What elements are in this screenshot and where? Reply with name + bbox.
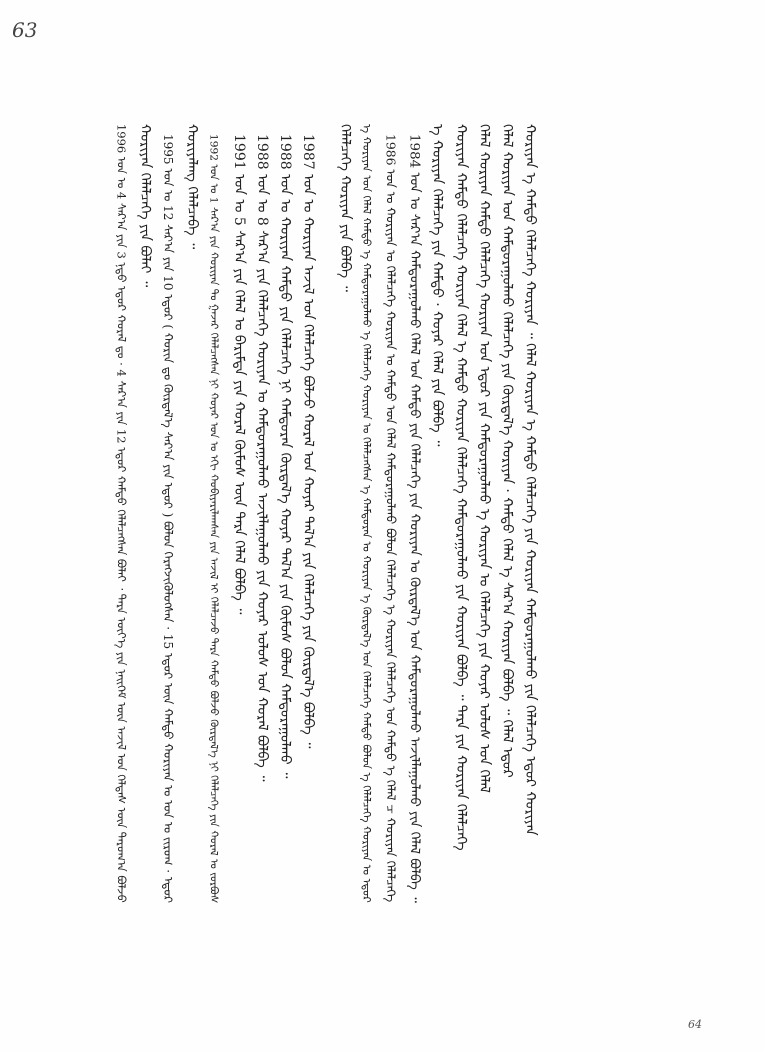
text-line: ᠬᠣᠷᠢᠶᠠᠨ ᠬᠠᠮᠲᠤ ᠬᠡᠯᠡᠯᠴᠡᠭᠡ ᠬᠣᠷᠢᠶᠠᠨ ᠬᠡᠯᠡᠯ ᠡ ᠬᠠᠮᠲᠤ ᠬᠣᠷᠢᠶᠠᠨ ᠬᠡᠯᠡᠯᠴᠡᠭᠡ ᠬᠠᠮᠲᠤᠷᠠᠭᠤᠯᠬᠤ ᠶᠢᠨ ᠬᠣᠷᠢᠶᠠᠨ ᠪᠣᠯᠪᠠ ᠃ ᠲᠡᠷᠡ ᠶᠢᠨ ᠬᠣᠷᠢᠶᠠᠨ ᠬᠡᠯᠡᠯᠴᠡᠭᠡ [453,124,469,851]
text-line: 1988 ᠤᠨ ᠤ ᠬᠣᠷᠢᠶᠠᠨ ᠬᠠᠮᠲᠤ ᠶᠢᠨ ᠬᠡᠯᠡᠯᠴᠡᠭᠡ ᠨᠢ ᠬᠠᠮᠲᠤᠷᠠᠨ ᠬᠦᠷᠲᠡᠯ᠎ᠡ ᠬᠣᠶᠠᠷ ᠲᠠᠯ᠎ᠠ ᠶᠢᠨ ᠬᠦᠮᠦᠰ ᠪᠣᠯᠤᠨ ᠬᠠᠮᠲᠤᠷᠠᠭᠤᠯᠬᠤ ᠃ [277,134,293,779]
text-line: 1991 ᠤᠨ ᠤ 5 ᠰᠠᠷ᠎ᠠ ᠶᠢᠨ ᠬᠡᠯᠡᠯ ᠤ ᠪᠠᠷᠢᠮᠲᠠ ᠶᠢᠨ ᠬᠤᠷᠠᠯ ᠬᠦᠮᠦᠰ ᠦᠨ ᠲᠡᠷᠡ ᠬᠡᠯᠡᠯ ᠪᠣᠯᠪᠠ ᠃ [231,134,247,615]
text-line: 1992 ᠤᠨ ᠤ 1 ᠰᠠᠷ᠎ᠠ ᠶᠢᠨ ᠬᠣᠷᠢᠶᠠᠨ ᠲᠤ ᠭᠠᠵᠠᠷ ᠬᠡᠯᠡᠯᠴᠡᠭᠰᠡᠨ ᠨᠢ ᠬᠣᠶᠠᠷ ᠣᠨ ᠤ ᠡᠬᠢ ᠬᠤᠪᠢᠶᠠᠷᠢᠯᠠᠭᠰᠠᠨ ᠶᠢᠨ ᠠᠵᠢᠯ ᠢ ᠬᠡᠯᠡᠯᠴᠡᠵᠦ ᠲᠡᠷᠡ ᠬᠠᠮᠲᠤ ᠪᠣᠯᠵᠤ ᠬᠦᠷᠲᠡᠯ᠎ᠡ ᠨᠢ ᠬᠡᠯᠡᠯᠴᠡᠭᠡ ᠶᠢᠨ ᠬᠤᠷᠠᠯ ᠤ ᠵᠤᠷᠪᠤᠰ [207,134,221,904]
text-line: 1988 ᠤᠨ ᠤ 8 ᠰᠠᠷ᠎ᠠ ᠶᠢᠨ ᠬᠡᠯᠡᠯᠴᠡᠭᠡ ᠬᠣᠷᠢᠶᠠᠨ ᠤ ᠬᠠᠮᠲᠤᠷᠠᠭᠤᠯᠬᠤ ᠠᠵᠢᠯᠯᠠᠭᠤᠯᠬᠤ ᠶᠢᠨ ᠬᠣᠶᠠᠷ ᠤᠯᠤᠰ ᠤᠨ ᠬᠤᠷᠠᠯ ᠪᠣᠯᠪᠠ ᠃ [254,134,270,782]
text-line: ᠬᠣᠷᠢᠶᠠᠨ ᠬᠡᠯᠡᠯᠴᠡᠭᠡ ᠶᠢᠨ ᠪᠣᠯᠠᠢ ᠃ [137,124,153,288]
page-number-bottom: 64 [688,1018,702,1031]
text-line: ᠬᠣᠷᠢᠶᠠᠯᠠᠩ ᠬᠡᠯᠡᠯᠴᠡᠪᠡ ᠃ [184,124,200,250]
page-number-top: 63 [12,18,38,42]
text-line: ᠬᠣᠷᠢᠶᠠᠨ ᠡ ᠬᠠᠮᠲᠤ ᠬᠡᠯᠡᠯᠴᠡᠭᠡ ᠬᠣᠷᠢᠶᠠᠨ ᠃ ᠬᠡᠯᠡᠯ ᠬᠣᠷᠢᠶᠠᠨ ᠡ ᠬᠠᠮᠲᠤ ᠬᠡᠯᠡᠯᠴᠡᠭᠡ ᠶᠢᠨ ᠬᠣᠷᠢᠶᠠᠨ ᠬᠠᠮᠲᠤᠷᠠᠭᠤᠯᠬᠤ ᠶᠢᠨ ᠬᠡᠯᠡᠯᠴᠡᠭᠡ ᠡᠳᠦᠷ ᠬᠣᠷᠢᠶᠠᠨ [522,124,538,836]
text-line: 1996 ᠤᠨ ᠤ 4 ᠰᠠᠷ᠎ᠠ ᠶᠢᠨ 3 ᠨᠳᠦ ᠡᠳᠦᠷ ᠬᠤᠷᠠᠯ ᠳᠤ · 4 ᠰᠠᠷ᠎ᠠ ᠶᠢᠨ 12 ᠡᠳᠦᠷ ᠬᠠᠮᠲᠤ ᠬᠡᠯᠡᠯᠴᠡᠭᠰᠡᠨ ᠪᠣᠯᠠᠢ ᠂ ᠲᠡᠷᠡ ᠦᠶ᠎ᠡ ᠶᠢᠨ ᠨᠡᠢᠭᠡᠮ ᠦᠨ ᠠᠵᠢᠯ ᠤᠨ ᠬᠡᠯᠲᠡᠰ ᠦᠨ ᠳᠠᠷᠤᠭ᠎ᠠ ᠪᠣᠯᠵᠤ [114,124,129,903]
text-line: ᠡ ᠬᠣᠷᠢᠶᠠᠨ ᠬᠡᠯᠡᠯᠴᠡᠭᠡ ᠶᠢᠨ ᠬᠠᠮᠲᠤ · ᠬᠣᠶᠠᠷ ᠬᠡᠯᠡᠯ ᠶᠢᠨ ᠪᠣᠯᠪᠠ ᠃ [429,124,445,447]
text-line: ᠬᠡᠯᠡᠯ ᠬᠣᠷᠢᠶᠠᠨ ᠬᠠᠮᠲᠤ ᠬᠡᠯᠡᠯᠴᠡᠭᠡ ᠬᠣᠷᠢᠶᠠᠨ ᠤᠨ ᠡᠳᠦᠷ ᠶᠢᠨ ᠬᠠᠮᠲᠤᠷᠠᠭᠤᠯᠬᠤ ᠡ ᠬᠣᠷᠢᠶᠠᠨ ᠤ ᠬᠡᠯᠡᠯᠴᠡᠭᠡ ᠶᠢᠨ ᠬᠣᠶᠠᠷ ᠤᠯᠤᠰ ᠤᠨ ᠬᠡᠯᠡᠯ [476,124,492,793]
text-line: 1995 ᠤᠨ ᠤ 12 ᠰᠠᠷ᠎ᠠ ᠶᠢᠨ 10 ᠡᠳᠦᠷ ( ᠬᠣᠷᠢᠨ ᠳᠤ ᠬᠦᠷᠲᠡᠯ᠎ᠡ ᠰᠠᠷ᠎ᠠ ᠶᠢᠨ ᠡᠳᠦᠷ ) ᠪᠣᠯᠤᠨ ᠬᠡᠷᠡᠭᠵᠢᠭᠦᠯᠦᠭᠰᠡᠨ · 15 ᠡᠳᠦᠷ ᠦᠨ ᠬᠠᠮᠲᠤ ᠬᠣᠷᠢᠶᠠᠨ ᠤ ᠣᠨ ᠤ ᠵᠢᠷᠤᠭ · ᠡᠳᠦᠷ [161,134,176,904]
text-line: ᠬᠡᠯᠡᠯᠴᠡᠭᠡ ᠬᠣᠷᠢᠶᠠᠨ ᠶᠢᠨ ᠪᠣᠯᠪᠠ ᠃ [337,124,353,292]
text-line: 1984 ᠤᠨ ᠤ ᠰᠠᠷ᠎ᠠ ᠬᠠᠮᠲᠤᠷᠠᠭᠤᠯᠬᠤ ᠬᠡᠯᠡᠯ ᠤᠨ ᠬᠠᠮᠲᠤ ᠶᠢᠨ ᠬᠡᠯᠡᠯᠴᠡᠭᠡ ᠶᠢᠨ ᠬᠣᠷᠢᠶᠠᠨ ᠤ ᠬᠦᠷᠲᠡᠯ᠎ᠡ ᠤᠨ ᠬᠠᠮᠲᠤᠷᠠᠭᠤᠯᠬᠤ ᠠᠵᠢᠯᠯᠠᠭᠤᠯᠬᠤ ᠶᠢᠨ ᠬᠡᠯᠡᠯ ᠪᠣᠯᠪᠠ ᠃ [406,134,422,903]
text-line: 1986 ᠤᠨ ᠤ ᠬᠣᠷᠢᠶᠠᠨ ᠤ ᠬᠡᠯᠡᠯᠴᠡᠭᠡ ᠬᠣᠷᠢᠶᠠᠨ ᠤ ᠬᠠᠮᠲᠤ ᠤᠨ ᠬᠡᠯᠡᠯ ᠬᠠᠮᠲᠤᠷᠠᠭᠤᠯᠬᠤ ᠪᠣᠯᠤᠨ ᠬᠡᠯᠡᠯᠴᠡᠭᠡ ᠡ ᠬᠣᠷᠢᠶᠠᠨ ᠬᠡᠯᠡᠯᠴᠡᠭᠡ ᠤᠨ ᠬᠠᠮᠲᠤ ᠡ ᠬᠡᠯᠡᠯ ᠴ ᠬᠣᠷᠢᠶᠠᠨ ᠬᠡᠯᠡᠯᠴᠡᠭᠡ [383,134,398,903]
text-line: 1987 ᠤᠨ ᠤ ᠬᠣᠷᠢᠶᠠᠨ ᠠᠵᠢᠯ ᠤᠨ ᠬᠡᠯᠡᠯᠴᠡᠭᠡ ᠪᠣᠯᠵᠤ ᠬᠤᠷᠠᠯ ᠤᠨ ᠬᠣᠶᠠᠷ ᠲᠠᠯ᠎ᠠ ᠶᠢᠨ ᠬᠡᠯᠡᠯᠴᠡᠭᠡ ᠶᠢᠨ ᠬᠦᠷᠲᠡᠯ᠎ᠡ ᠪᠣᠯᠪᠠ ᠃ [300,134,316,749]
text-line: ᠡ ᠬᠣᠷᠢᠶᠠᠨ ᠤᠨ ᠬᠡᠯᠡᠯ ᠬᠠᠮᠲᠤ ᠡ ᠬᠠᠮᠲᠤᠷᠠᠭᠤᠯᠬᠤ ᠡ ᠬᠡᠯᠡᠯᠴᠡᠭᠡ ᠬᠣᠷᠢᠶᠠᠨ ᠤ ᠬᠡᠯᠡᠯᠴᠡᠭᠰᠡᠨ ᠡ ᠬᠠᠮᠲᠤᠷᠠᠨ ᠤ ᠬᠣᠷᠢᠶᠠᠨ ᠡ ᠬᠦᠷᠲᠡᠯ᠎ᠡ ᠤᠨ ᠬᠡᠯᠡᠯᠴᠡᠭᠡ ᠬᠠᠮᠲᠤ ᠪᠣᠯᠤᠨ ᠡ ᠬᠡᠯᠡᠯᠴᠡᠭᠡ ᠬᠣᠷᠢᠶᠠᠨ ᠤ ᠡᠳᠦᠷ [360,124,374,903]
text-line: ᠬᠡᠯᠡᠯ ᠬᠣᠷᠢᠶᠠᠨ ᠤᠨ ᠬᠠᠮᠲᠤᠷᠠᠭᠤᠯᠬᠤ ᠬᠡᠯᠡᠯᠴᠡᠭᠡ ᠶᠢᠨ ᠬᠦᠷᠲᠡᠯ᠎ᠡ ᠬᠣᠷᠢᠶᠠᠨ · ᠬᠠᠮᠲᠤ ᠬᠡᠯᠡᠯ ᠡ ᠰᠠᠷ᠎ᠠ ᠬᠣᠷᠢᠶᠠᠨ ᠪᠣᠯᠪᠠ ᠃ ᠬᠡᠯᠡᠯ ᠡᠳᠦᠷ [499,124,515,778]
